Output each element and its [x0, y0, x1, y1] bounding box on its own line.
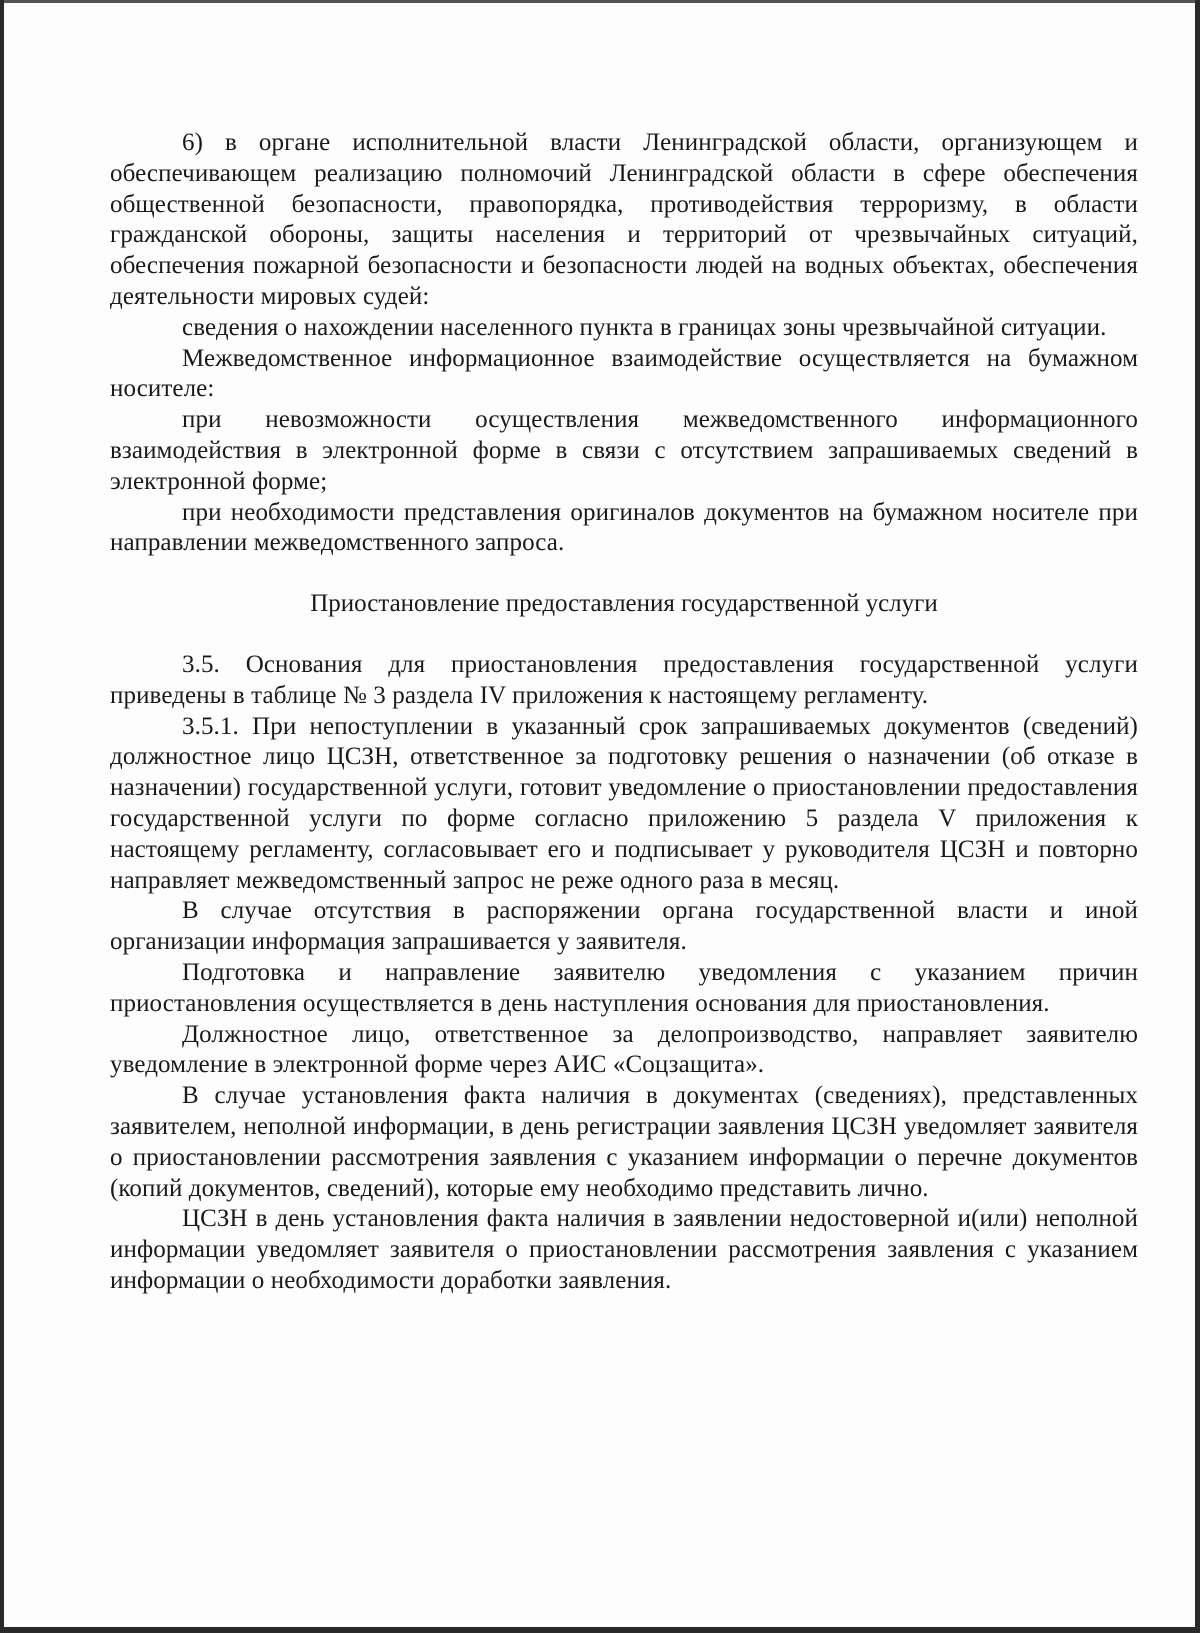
- paragraph-emergency-zone: сведения о нахождении населенного пункта в границах зоны чрезвычайной ситуации.: [182, 313, 1107, 341]
- paragraph-notification-prep: Подготовка и направление заявителю уведомления с указанием причин приостановления осуществляется в день наступления основания для приостановления.: [110, 958, 1138, 1017]
- paragraph-3-5-1: 3.5.1. При непоступлении в указанный срок запрашиваемых документов (сведений) должностное лицо ЦСЗН, ответственное за подготовку решения о назначении (об отказе в назначении) государственной услуги, готовит уведомление о приостановлении предоставления государственной услуги по форме согласно приложению 5 раздела V приложения к настоящему регламенту, согласовывает его и подписывает у руководителя ЦСЗН и повторно направляет межведомственный запрос не реже одного раза в месяц.: [110, 712, 1138, 894]
- paragraph-incomplete-docs: В случае установления факта наличия в документах (сведениях), представленных заявителем, неполной информации, в день регистрации заявления ЦСЗН уведомляет заявителя о приостановлении рассмотрения заявления с указанием информации о перечне документов (копий документов, сведений), которые ему необходимо представить лично.: [110, 1082, 1138, 1202]
- scan-edge-top: [0, 0, 1200, 3]
- scan-edge-bottom: [0, 1627, 1200, 1633]
- paragraph-unreliable-info: ЦСЗН в день установления факта наличия в заявлении недостоверной и(или) неполной информации уведомляет заявителя о приостановлении рассмотрения заявления с указанием информации о необходимости доработки заявления.: [110, 1205, 1138, 1294]
- paragraph-electronic-notice: Должностное лицо, ответственное за делопроизводство, направляет заявителю уведомление в электронной форме через АИС «Соцзащита».: [110, 1020, 1138, 1079]
- paragraph-originals-needed: при необходимости представления оригиналов документов на бумажном носителе при направлении межведомственного запроса.: [110, 498, 1138, 557]
- scan-edge-left: [0, 0, 4, 1633]
- paragraph-request-applicant: В случае отсутствия в распоряжении органа государственной власти и иной организации информация запрашивается у заявителя.: [110, 897, 1138, 956]
- document-body: [110, 128, 1138, 1297]
- scan-edge-right: [1195, 0, 1200, 1633]
- paragraph-paper-interaction: Межведомственное информационное взаимодействие осуществляется на бумажном носителе:: [110, 344, 1138, 403]
- paragraph-no-electronic: при невозможности осуществления межведомственного информационного взаимодействия в электронной форме в связи с отсутствием запрашиваемых сведений в электронной форме;: [110, 406, 1138, 495]
- paragraph-3-5: 3.5. Основания для приостановления предоставления государственной услуги приведены в таблице № 3 раздела IV приложения к настоящему регламенту.: [110, 650, 1138, 709]
- section-heading: Приостановление предоставления государственной услуги: [310, 590, 938, 618]
- paragraph-6-intro: 6) в органе исполнительной власти Ленинградской области, организующем и обеспечивающем реализацию полномочий Ленинградской области в сфере обеспечения общественной безопасности, правопорядка, противодействия терроризму, в области гражданской обороны, защиты населения и территорий от чрезвычайных ситуаций, обеспечения пожарной безопасности и безопасности людей на водных объектах, обеспечения деятельности мировых судей:: [110, 129, 1138, 310]
